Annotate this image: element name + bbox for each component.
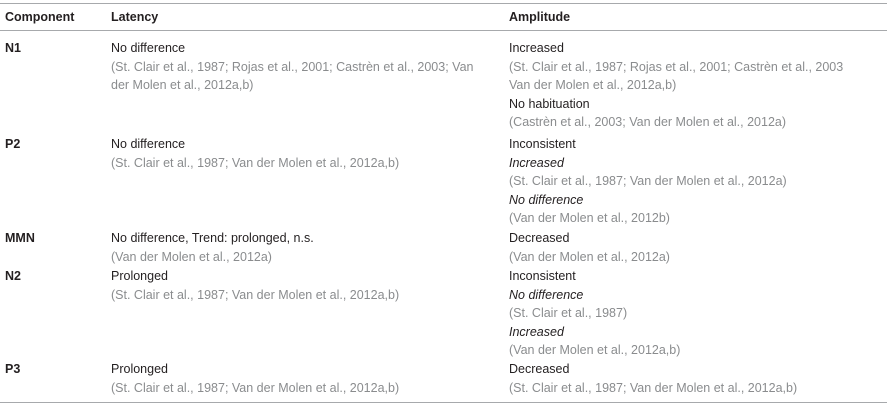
cell-line: Prolonged <box>111 362 168 376</box>
cell-line: (St. Clair et al., 1987; Van der Molen et al., 2012a) <box>509 174 787 188</box>
cell-line: (St. Clair et al., 1987; Rojas et al., 2001; Castrèn et al., 2003; Van <box>111 59 474 74</box>
cell-line: Increased <box>509 324 564 339</box>
latency-cell <box>111 39 491 95</box>
latency-cell <box>111 229 491 266</box>
cell-line: No difference <box>509 192 584 207</box>
cell-line: (Van der Molen et al., 2012a) <box>111 249 272 264</box>
cell-line: Decreased <box>509 231 570 245</box>
header-amplitude: Amplitude <box>509 10 571 24</box>
cell-line: (Van der Molen et al., 2012a) <box>509 249 670 264</box>
cell-line: No habituation <box>509 96 590 111</box>
amplitude-cell <box>509 229 884 266</box>
latency-cell <box>111 360 491 397</box>
cell-line: (St. Clair et al., 1987; Rojas et al., 2001; Castrèn et al., 2003 <box>509 59 844 74</box>
cell-line: (Van der Molen et al., 2012b) <box>509 211 670 225</box>
cell-line: (St. Clair et al., 1987; Van der Molen et al., 2012a,b) <box>111 155 400 170</box>
component-cell: P2 <box>5 137 21 151</box>
amplitude-cell <box>509 267 884 360</box>
component-cell: N1 <box>5 41 21 55</box>
cell-line: No difference, Trend: prolonged, n.s. <box>111 231 314 245</box>
component-cell: P3 <box>5 362 21 376</box>
cell-line: (Castrèn et al., 2003; Van der Molen et al., 2012a) <box>509 115 787 129</box>
amplitude-cell <box>509 360 884 397</box>
amplitude-cell <box>509 135 884 228</box>
cell-line: No difference <box>509 287 584 302</box>
cell-line: No difference <box>111 137 186 151</box>
cell-line: Inconsistent <box>509 269 576 283</box>
cell-line: (St. Clair et al., 1987; Van der Molen et al., 2012a,b) <box>111 380 400 395</box>
cell-line: No difference <box>111 41 186 55</box>
cell-line: (St. Clair et al., 1987; Van der Molen et al., 2012a,b) <box>509 380 798 395</box>
cell-line: Decreased <box>509 362 570 376</box>
component-cell: N2 <box>5 269 21 283</box>
cell-line: (St. Clair et al., 1987) <box>509 306 628 320</box>
cell-line: Prolonged <box>111 269 168 283</box>
header-latency: Latency <box>111 10 159 24</box>
table-top-rule <box>0 3 887 4</box>
cell-line: (Van der Molen et al., 2012a,b) <box>509 343 681 357</box>
latency-cell <box>111 267 491 304</box>
cell-line: Increased <box>509 41 564 55</box>
header-rule <box>0 30 887 31</box>
table-bottom-rule <box>0 402 887 403</box>
cell-line: der Molen et al., 2012a,b) <box>111 78 254 92</box>
cell-line: (St. Clair et al., 1987; Van der Molen et al., 2012a,b) <box>111 287 400 302</box>
amplitude-cell <box>509 39 884 132</box>
component-cell: MMN <box>5 231 35 245</box>
header-component: Component <box>5 10 75 24</box>
cell-line: Van der Molen et al., 2012a,b) <box>509 78 677 92</box>
cell-line: Increased <box>509 155 564 170</box>
latency-cell <box>111 135 491 172</box>
cell-line: Inconsistent <box>509 137 576 151</box>
